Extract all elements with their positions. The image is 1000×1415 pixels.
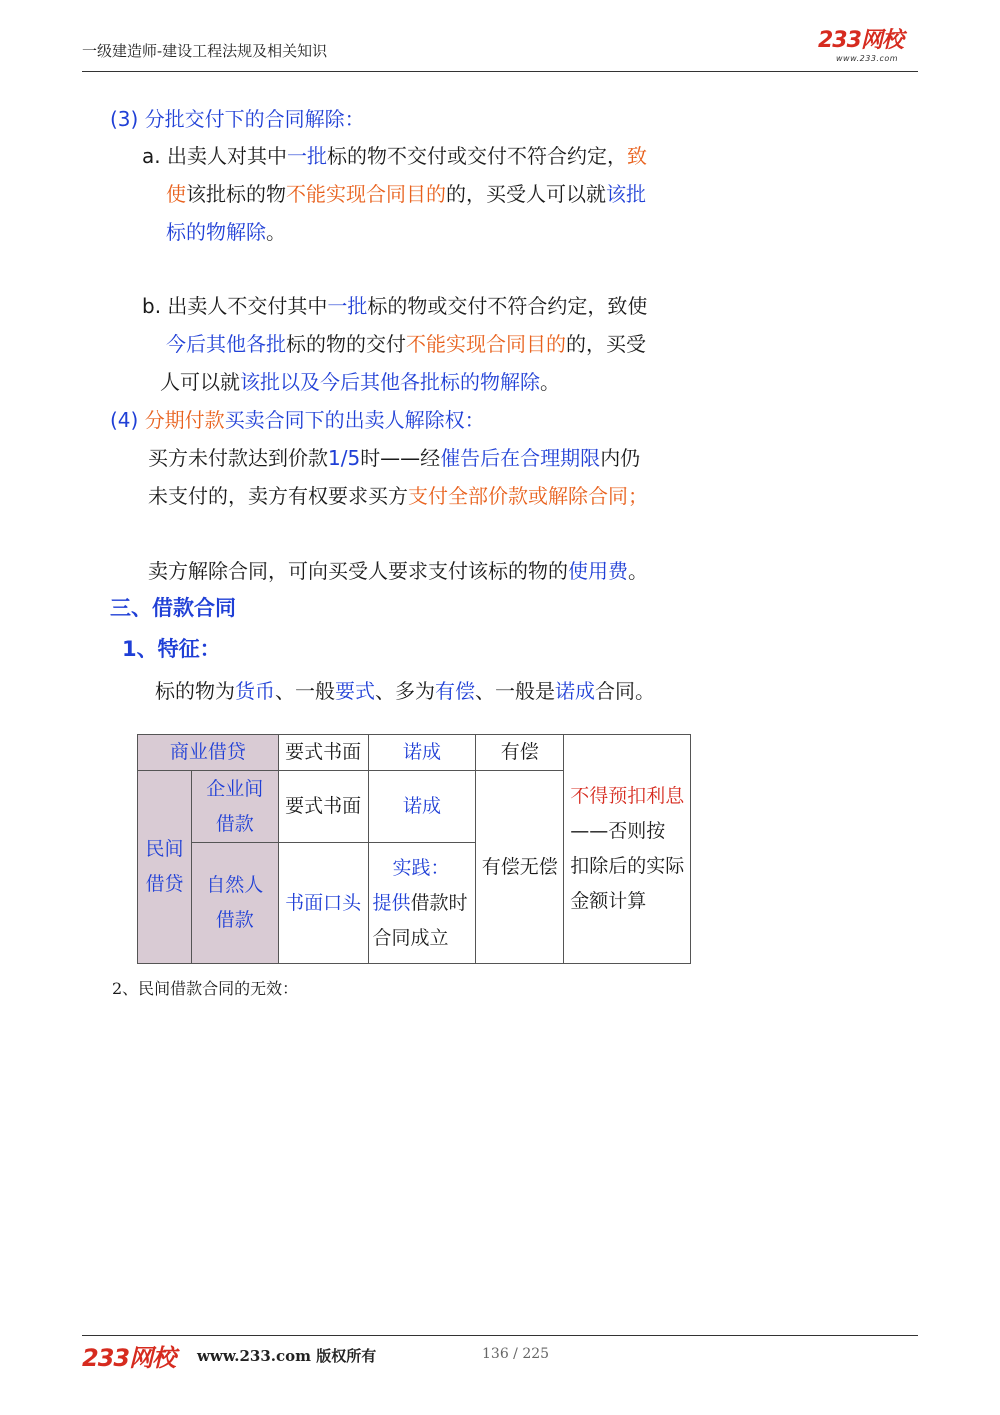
section-4-line-2 xyxy=(148,480,648,509)
practice-line-3: 合同成立 xyxy=(372,926,449,949)
highlight-blue: 货币 xyxy=(235,679,275,703)
item-a-line-2 xyxy=(166,178,646,207)
text: 标的物不交付或交付不符合约定， xyxy=(326,144,627,168)
section-4-heading xyxy=(110,404,485,433)
cell-interest-note xyxy=(564,735,691,964)
logo-text: 233网校 xyxy=(818,28,903,53)
highlight-orange: 使 xyxy=(166,182,186,206)
text: 买卖合同下的出卖人解除权： xyxy=(224,408,485,432)
civil-line-2: 借贷 xyxy=(145,873,184,895)
section-4-line-3 xyxy=(148,555,648,584)
highlight-orange: 不能实现合同目的 xyxy=(406,332,566,356)
highlight-blue: 今后其他各批 xyxy=(166,332,286,356)
text: b. 出卖人不交付其中 xyxy=(142,294,328,318)
highlight-blue: 1/5 xyxy=(328,446,361,470)
cell-civil-loan xyxy=(138,771,192,964)
corp-line-1: 企业间 xyxy=(206,777,264,800)
cell-corporate-type: 诺成 xyxy=(368,771,476,843)
text: 标的物为 xyxy=(155,679,235,703)
text: 借款时 xyxy=(410,891,468,914)
highlight-blue: 标的物解除 xyxy=(166,220,266,244)
note-line-4: 金额计算 xyxy=(570,890,647,912)
highlight-blue: 使用费 xyxy=(568,559,628,583)
cell-commercial-paid: 有偿 xyxy=(476,735,564,771)
highlight-blue: 诺成 xyxy=(555,679,595,703)
section-three-title: 三、借款合同 xyxy=(110,596,236,620)
text: 、一般 xyxy=(275,679,335,703)
cell-corporate-form: 要式书面 xyxy=(278,771,368,843)
highlight-orange: 致 xyxy=(626,144,647,168)
item-a-line-3 xyxy=(166,216,286,245)
text: 、多为 xyxy=(375,679,435,703)
text: 内仍 xyxy=(600,446,641,470)
text: 时——经 xyxy=(360,446,441,470)
text: 卖方解除合同，可向买受人要求支付该标的物的 xyxy=(148,559,568,583)
cell-corporate-loan xyxy=(191,771,278,843)
item-b-line-2 xyxy=(166,328,646,357)
section-4-line-1 xyxy=(148,442,640,471)
corp-line-2: 借款 xyxy=(215,812,254,835)
highlight-orange: 支付全部价款或解除合同； xyxy=(408,484,648,508)
cell-commercial-loan: 商业借贷 xyxy=(138,735,279,771)
highlight-blue: 要式 xyxy=(335,679,375,703)
practice-line-1: 实践： xyxy=(392,856,450,879)
text: 合同。 xyxy=(595,679,655,703)
text: 、一般是 xyxy=(475,679,555,703)
page-number: 136 / 225 xyxy=(482,1346,550,1362)
header-divider xyxy=(82,71,918,72)
person-line-2: 借款 xyxy=(215,909,254,931)
item-b-line-3 xyxy=(160,366,560,395)
text: 标的物或交付不符合约定，致使 xyxy=(367,294,648,318)
text: 未支付的，卖方有权要求买方 xyxy=(148,484,408,508)
note-line-3: 扣除后的实际 xyxy=(570,855,685,877)
highlight-blue: 该批 xyxy=(606,182,646,206)
cell-civil-paid: 有偿无偿 xyxy=(476,771,564,964)
section-3-label: (3) 分批交付下的合同解除： xyxy=(110,107,365,131)
section-3-heading xyxy=(110,103,365,132)
text: 的，买受 xyxy=(566,332,646,356)
features-line xyxy=(155,675,655,704)
highlight-blue: 一批 xyxy=(327,294,368,318)
text: 。 xyxy=(628,559,648,583)
logo-subtext: www.233.com xyxy=(836,54,899,63)
subsection-1-title: 1、特征： xyxy=(122,637,221,661)
text: 买方未付款达到价款 xyxy=(148,446,328,470)
subsection-2-title: 2、民间借款合同的无效： xyxy=(112,979,299,998)
text: 标的物的交付 xyxy=(286,332,406,356)
highlight-orange: 不能实现合同目的 xyxy=(286,182,446,206)
highlight-blue: 该批以及今后其他各批标的物解除 xyxy=(240,370,540,394)
loan-comparison-table xyxy=(137,734,691,964)
cell-commercial-type: 诺成 xyxy=(368,735,476,771)
person-line-1: 自然人 xyxy=(206,874,264,896)
text: 该批标的物 xyxy=(186,182,286,206)
highlight-blue: 一批 xyxy=(286,144,327,168)
header-logo[interactable] xyxy=(818,28,918,63)
footer-divider xyxy=(82,1335,918,1336)
cell-commercial-form: 要式书面 xyxy=(278,735,368,771)
item-b-line-1 xyxy=(142,290,647,319)
text: (4) xyxy=(110,408,145,432)
text: 。 xyxy=(540,370,560,394)
footer-site[interactable]: www.233.com 版权所有 xyxy=(197,1347,377,1365)
note-line-1: 不得预扣利息 xyxy=(570,785,685,807)
highlight-orange: 分期付款 xyxy=(144,408,225,432)
text: 。 xyxy=(266,220,286,244)
note-line-2: ——否则按 xyxy=(570,820,666,842)
text: 人可以就 xyxy=(160,370,240,394)
highlight-blue: 有偿 xyxy=(435,679,475,703)
highlight-blue: 催告后在合理期限 xyxy=(440,446,601,470)
text: a. 出卖人对其中 xyxy=(142,144,287,168)
text: 的，买受人可以就 xyxy=(446,182,606,206)
cell-personal-form: 书面口头 xyxy=(278,843,368,964)
civil-line-1: 民间 xyxy=(145,838,184,860)
cell-personal-loan xyxy=(191,843,278,964)
footer-logo[interactable]: 233网校 xyxy=(82,1344,176,1372)
practice-line-2 xyxy=(373,886,476,921)
item-a-line-1 xyxy=(142,140,647,169)
header-title: 一级建造师-建设工程法规及相关知识 xyxy=(82,42,328,60)
highlight-blue: 提供 xyxy=(372,891,411,914)
cell-personal-type xyxy=(368,843,476,964)
